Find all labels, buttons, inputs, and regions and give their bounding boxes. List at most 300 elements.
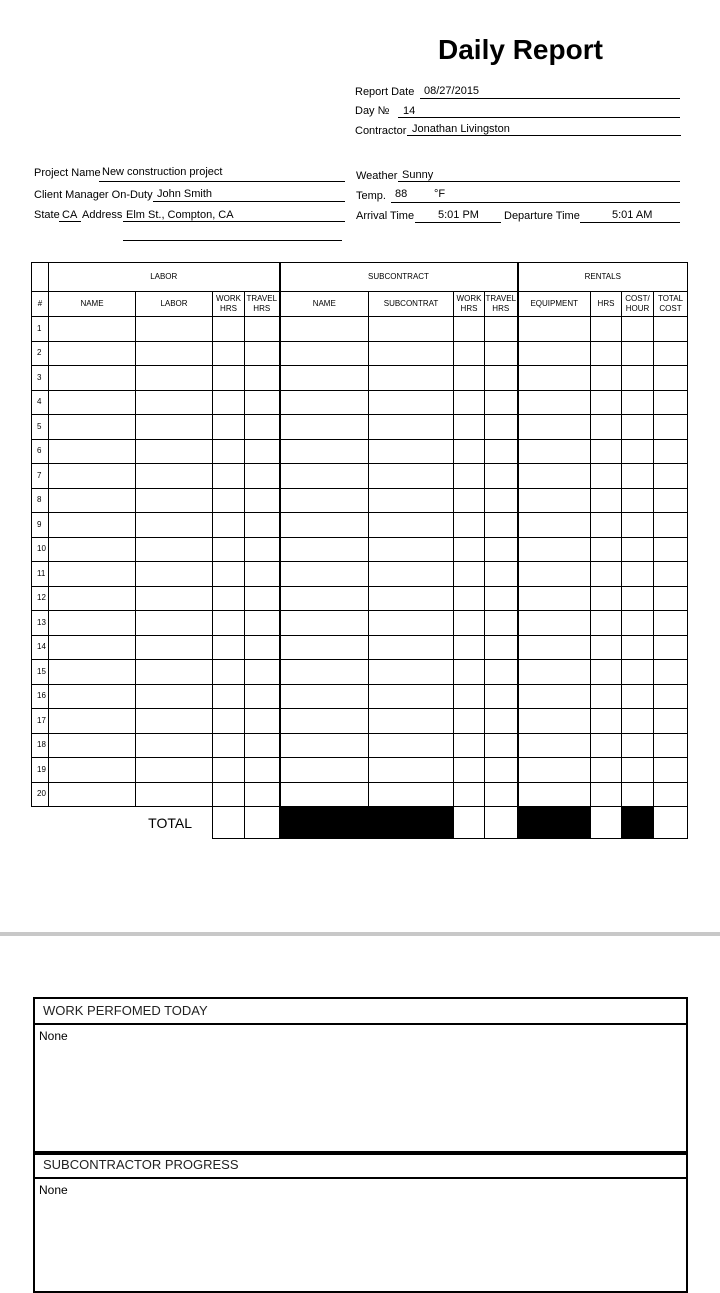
cell-hrs[interactable] [591, 684, 622, 709]
cell-sub-travel-hrs[interactable] [485, 464, 518, 489]
cell-equipment[interactable] [518, 611, 591, 636]
cell-labor-travel-hrs[interactable] [245, 733, 280, 758]
cell-total-cost[interactable] [654, 366, 688, 391]
cell-labor-name[interactable] [49, 341, 136, 366]
table-row [32, 513, 688, 538]
cell-sub-work-hrs[interactable] [454, 488, 485, 513]
cell-labor-travel-hrs[interactable] [245, 586, 280, 611]
cell-hrs[interactable] [591, 709, 622, 734]
cell-cost-hour[interactable] [622, 488, 654, 513]
cell-total-cost[interactable] [654, 513, 688, 538]
cell-cost-hour[interactable] [622, 415, 654, 440]
cell-total-cost[interactable] [654, 488, 688, 513]
arrival-line [415, 222, 501, 223]
cell-cost-hour[interactable] [622, 611, 654, 636]
cell-sub-name[interactable] [280, 415, 369, 440]
cell-labor-travel-hrs[interactable] [245, 611, 280, 636]
cell-hrs[interactable] [591, 415, 622, 440]
cell-sub-travel-hrs[interactable] [485, 415, 518, 440]
row-number: 2 [32, 341, 49, 366]
day-field[interactable]: 14 [403, 105, 416, 117]
cell-labor-work-hrs[interactable] [213, 464, 245, 489]
cell-subcontrat[interactable] [369, 513, 454, 538]
table-row [32, 635, 688, 660]
cell-total-cost[interactable] [654, 611, 688, 636]
cell-subcontrat[interactable] [369, 758, 454, 783]
cell-labor-name[interactable] [49, 317, 136, 342]
cell-total-cost[interactable] [654, 317, 688, 342]
cell-labor-travel-hrs[interactable] [245, 488, 280, 513]
cell-labor-travel-hrs[interactable] [245, 439, 280, 464]
state-label: State [34, 209, 60, 221]
subcontractor-progress-text[interactable]: None [39, 1183, 68, 1197]
page-title: Daily Report [438, 34, 603, 65]
cell-total-cost[interactable] [654, 390, 688, 415]
cell-equipment[interactable] [518, 390, 591, 415]
cell-total-cost[interactable] [654, 439, 688, 464]
row-number: 18 [32, 733, 49, 758]
cell-cost-hour[interactable] [622, 586, 654, 611]
cell-labor-travel-hrs[interactable] [245, 782, 280, 807]
daily-report-table [31, 262, 688, 839]
cell-labor[interactable] [136, 537, 213, 562]
cell-sub-travel-hrs[interactable] [485, 513, 518, 538]
cell-sub-name[interactable] [280, 341, 369, 366]
address-line [123, 221, 345, 222]
cell-subcontrat[interactable] [369, 439, 454, 464]
cell-labor-name[interactable] [49, 586, 136, 611]
cell-sub-travel-hrs[interactable] [485, 611, 518, 636]
cell-labor-name[interactable] [49, 513, 136, 538]
cell-labor[interactable] [136, 415, 213, 440]
cell-labor[interactable] [136, 782, 213, 807]
cell-hrs[interactable] [591, 488, 622, 513]
cell-labor[interactable] [136, 660, 213, 685]
cell-sub-travel-hrs[interactable] [485, 684, 518, 709]
cell-labor-travel-hrs[interactable] [245, 464, 280, 489]
temp-field[interactable]: 88 [395, 188, 408, 200]
cell-cost-hour[interactable] [622, 537, 654, 562]
cell-hrs[interactable] [591, 439, 622, 464]
cell-hrs[interactable] [591, 635, 622, 660]
client-manager-line [153, 201, 345, 202]
cell-labor-work-hrs[interactable] [213, 488, 245, 513]
cell-labor-travel-hrs[interactable] [245, 709, 280, 734]
cell-sub-name[interactable] [280, 684, 369, 709]
cell-equipment[interactable] [518, 562, 591, 587]
table-row [32, 586, 688, 611]
contractor-line [407, 135, 681, 136]
cell-labor-name[interactable] [49, 733, 136, 758]
cell-cost-hour[interactable] [622, 513, 654, 538]
cell-equipment[interactable] [518, 758, 591, 783]
cell-hrs[interactable] [591, 758, 622, 783]
cell-subcontrat[interactable] [369, 733, 454, 758]
total-labor-travel[interactable] [245, 807, 280, 839]
table-row [32, 366, 688, 391]
cell-sub-work-hrs[interactable] [454, 366, 485, 391]
cell-equipment[interactable] [518, 537, 591, 562]
cell-subcontrat[interactable] [369, 415, 454, 440]
cell-labor-travel-hrs[interactable] [245, 513, 280, 538]
cell-subcontrat[interactable] [369, 464, 454, 489]
cell-cost-hour[interactable] [622, 733, 654, 758]
cell-labor-name[interactable] [49, 782, 136, 807]
cell-equipment[interactable] [518, 439, 591, 464]
cell-labor[interactable] [136, 733, 213, 758]
departure-line [580, 222, 680, 223]
cell-sub-work-hrs[interactable] [454, 611, 485, 636]
cell-labor[interactable] [136, 317, 213, 342]
cell-labor-work-hrs[interactable] [213, 562, 245, 587]
total-sub-blackout [280, 807, 454, 839]
cell-labor-travel-hrs[interactable] [245, 537, 280, 562]
col-sub-travel-hrs: TRAVEL HRS [485, 292, 518, 317]
cell-subcontrat[interactable] [369, 341, 454, 366]
cell-hrs[interactable] [591, 586, 622, 611]
cell-labor-work-hrs[interactable] [213, 782, 245, 807]
cell-hrs[interactable] [591, 341, 622, 366]
total-sub-travel[interactable] [485, 807, 518, 839]
row-number: 19 [32, 758, 49, 783]
cell-sub-name[interactable] [280, 439, 369, 464]
cell-labor-work-hrs[interactable] [213, 684, 245, 709]
cell-total-cost[interactable] [654, 758, 688, 783]
cell-labor[interactable] [136, 439, 213, 464]
cell-labor-name[interactable] [49, 439, 136, 464]
cell-sub-travel-hrs[interactable] [485, 709, 518, 734]
cell-labor-name[interactable] [49, 464, 136, 489]
cell-total-cost[interactable] [654, 660, 688, 685]
cell-total-cost[interactable] [654, 341, 688, 366]
cell-labor[interactable] [136, 684, 213, 709]
cell-subcontrat[interactable] [369, 635, 454, 660]
cell-hrs[interactable] [591, 733, 622, 758]
cell-sub-travel-hrs[interactable] [485, 635, 518, 660]
cell-hrs[interactable] [591, 464, 622, 489]
cell-subcontrat[interactable] [369, 586, 454, 611]
cell-sub-travel-hrs[interactable] [485, 488, 518, 513]
cell-sub-name[interactable] [280, 513, 369, 538]
cell-sub-travel-hrs[interactable] [485, 439, 518, 464]
table-row [32, 390, 688, 415]
cell-labor-name[interactable] [49, 709, 136, 734]
cell-sub-work-hrs[interactable] [454, 782, 485, 807]
cell-equipment[interactable] [518, 586, 591, 611]
cell-sub-work-hrs[interactable] [454, 537, 485, 562]
cell-sub-work-hrs[interactable] [454, 513, 485, 538]
cell-labor[interactable] [136, 366, 213, 391]
address-field[interactable]: Elm St., Compton, CA [126, 209, 234, 221]
cell-labor-name[interactable] [49, 537, 136, 562]
cell-labor[interactable] [136, 586, 213, 611]
cell-labor[interactable] [136, 464, 213, 489]
state-field[interactable]: CA [62, 209, 78, 221]
cell-sub-work-hrs[interactable] [454, 733, 485, 758]
cell-labor[interactable] [136, 513, 213, 538]
cell-equipment[interactable] [518, 341, 591, 366]
cell-labor-name[interactable] [49, 390, 136, 415]
cell-sub-name[interactable] [280, 733, 369, 758]
cell-labor-work-hrs[interactable] [213, 733, 245, 758]
cell-sub-work-hrs[interactable] [454, 758, 485, 783]
cell-hrs[interactable] [591, 390, 622, 415]
col-equipment: EQUIPMENT [518, 292, 591, 317]
client-manager-label: Client Manager On-Duty [34, 189, 153, 201]
cell-equipment[interactable] [518, 317, 591, 342]
cell-cost-hour[interactable] [622, 317, 654, 342]
cell-cost-hour[interactable] [622, 366, 654, 391]
cell-labor-work-hrs[interactable] [213, 390, 245, 415]
cell-sub-work-hrs[interactable] [454, 562, 485, 587]
cell-labor-name[interactable] [49, 562, 136, 587]
row-number: 10 [32, 537, 49, 562]
cell-cost-hour[interactable] [622, 341, 654, 366]
cell-labor-name[interactable] [49, 758, 136, 783]
cell-labor[interactable] [136, 611, 213, 636]
cell-sub-travel-hrs[interactable] [485, 758, 518, 783]
cell-sub-name[interactable] [280, 317, 369, 342]
table-row [32, 488, 688, 513]
cell-subcontrat[interactable] [369, 537, 454, 562]
cell-labor-travel-hrs[interactable] [245, 684, 280, 709]
cell-labor-work-hrs[interactable] [213, 415, 245, 440]
cell-sub-name[interactable] [280, 635, 369, 660]
cell-labor-name[interactable] [49, 488, 136, 513]
cell-sub-name[interactable] [280, 390, 369, 415]
cell-labor-travel-hrs[interactable] [245, 317, 280, 342]
cell-total-cost[interactable] [654, 464, 688, 489]
cell-labor-travel-hrs[interactable] [245, 758, 280, 783]
cell-sub-travel-hrs[interactable] [485, 733, 518, 758]
weather-field[interactable]: Sunny [402, 169, 434, 181]
col-labor-name: NAME [49, 292, 136, 317]
cell-cost-hour[interactable] [622, 660, 654, 685]
cell-labor-work-hrs[interactable] [213, 635, 245, 660]
cell-sub-work-hrs[interactable] [454, 439, 485, 464]
cell-total-cost[interactable] [654, 709, 688, 734]
cell-cost-hour[interactable] [622, 709, 654, 734]
cell-labor[interactable] [136, 390, 213, 415]
cell-sub-name[interactable] [280, 562, 369, 587]
cell-cost-hour[interactable] [622, 684, 654, 709]
cell-equipment[interactable] [518, 684, 591, 709]
cell-labor-travel-hrs[interactable] [245, 660, 280, 685]
cell-sub-work-hrs[interactable] [454, 586, 485, 611]
cell-sub-travel-hrs[interactable] [485, 390, 518, 415]
row-number: 6 [32, 439, 49, 464]
temp-line [391, 202, 680, 203]
cell-equipment[interactable] [518, 415, 591, 440]
cell-sub-work-hrs[interactable] [454, 390, 485, 415]
cell-cost-hour[interactable] [622, 439, 654, 464]
cell-sub-travel-hrs[interactable] [485, 366, 518, 391]
table-row [32, 758, 688, 783]
cell-cost-hour[interactable] [622, 782, 654, 807]
cell-total-cost[interactable] [654, 586, 688, 611]
cell-sub-work-hrs[interactable] [454, 464, 485, 489]
cell-labor-work-hrs[interactable] [213, 537, 245, 562]
cell-equipment[interactable] [518, 660, 591, 685]
arrival-field[interactable]: 5:01 PM [438, 209, 479, 221]
cell-labor-name[interactable] [49, 415, 136, 440]
cell-equipment[interactable] [518, 635, 591, 660]
cell-sub-work-hrs[interactable] [454, 317, 485, 342]
cell-sub-name[interactable] [280, 586, 369, 611]
cell-subcontrat[interactable] [369, 611, 454, 636]
cell-cost-hour[interactable] [622, 390, 654, 415]
cell-hrs[interactable] [591, 660, 622, 685]
cell-sub-name[interactable] [280, 464, 369, 489]
cell-subcontrat[interactable] [369, 709, 454, 734]
client-manager-field[interactable]: John Smith [157, 188, 213, 200]
project-name-field[interactable]: New construction project [102, 166, 223, 178]
cell-hrs[interactable] [591, 513, 622, 538]
cell-labor[interactable] [136, 758, 213, 783]
cell-hrs[interactable] [591, 537, 622, 562]
cell-sub-name[interactable] [280, 611, 369, 636]
report-date-field[interactable]: 08/27/2015 [424, 85, 480, 97]
cell-subcontrat[interactable] [369, 782, 454, 807]
cell-labor[interactable] [136, 488, 213, 513]
table-row [32, 341, 688, 366]
cell-hrs[interactable] [591, 317, 622, 342]
cell-sub-name[interactable] [280, 758, 369, 783]
cell-labor[interactable] [136, 341, 213, 366]
cell-labor-travel-hrs[interactable] [245, 390, 280, 415]
cell-subcontrat[interactable] [369, 562, 454, 587]
cell-total-cost[interactable] [654, 635, 688, 660]
row-number: 1 [32, 317, 49, 342]
address-line-2[interactable] [123, 240, 342, 241]
cell-sub-travel-hrs[interactable] [485, 341, 518, 366]
cell-subcontrat[interactable] [369, 684, 454, 709]
cell-sub-name[interactable] [280, 782, 369, 807]
day-label: Day № [355, 105, 390, 117]
cell-cost-hour[interactable] [622, 758, 654, 783]
col-cost-hour: COST/ HOUR [622, 292, 654, 317]
cell-subcontrat[interactable] [369, 366, 454, 391]
cell-sub-travel-hrs[interactable] [485, 782, 518, 807]
cell-labor-work-hrs[interactable] [213, 611, 245, 636]
cell-sub-travel-hrs[interactable] [485, 317, 518, 342]
cell-sub-name[interactable] [280, 366, 369, 391]
cell-sub-travel-hrs[interactable] [485, 537, 518, 562]
total-sub-work[interactable] [454, 807, 485, 839]
total-cost[interactable] [654, 807, 688, 839]
cell-equipment[interactable] [518, 366, 591, 391]
cell-sub-travel-hrs[interactable] [485, 660, 518, 685]
cell-subcontrat[interactable] [369, 317, 454, 342]
cell-total-cost[interactable] [654, 684, 688, 709]
cell-labor-work-hrs[interactable] [213, 317, 245, 342]
cell-sub-work-hrs[interactable] [454, 635, 485, 660]
total-equipment-blackout [518, 807, 591, 839]
table-row [32, 464, 688, 489]
cell-subcontrat[interactable] [369, 488, 454, 513]
cell-labor-work-hrs[interactable] [213, 709, 245, 734]
cell-labor-name[interactable] [49, 611, 136, 636]
cell-labor-work-hrs[interactable] [213, 660, 245, 685]
cell-labor-work-hrs[interactable] [213, 439, 245, 464]
work-performed-text[interactable]: None [39, 1029, 68, 1043]
cell-labor-work-hrs[interactable] [213, 758, 245, 783]
cell-equipment[interactable] [518, 709, 591, 734]
row-number: 9 [32, 513, 49, 538]
cell-sub-name[interactable] [280, 488, 369, 513]
cell-total-cost[interactable] [654, 537, 688, 562]
cell-sub-work-hrs[interactable] [454, 341, 485, 366]
cell-total-cost[interactable] [654, 782, 688, 807]
cell-labor[interactable] [136, 635, 213, 660]
cell-sub-travel-hrs[interactable] [485, 586, 518, 611]
cell-hrs[interactable] [591, 562, 622, 587]
cell-labor-travel-hrs[interactable] [245, 366, 280, 391]
departure-field[interactable]: 5:01 AM [612, 209, 653, 221]
cell-subcontrat[interactable] [369, 660, 454, 685]
cell-hrs[interactable] [591, 782, 622, 807]
cell-equipment[interactable] [518, 733, 591, 758]
cell-sub-work-hrs[interactable] [454, 709, 485, 734]
group-num-blank [32, 263, 49, 292]
contractor-field[interactable]: Jonathan Livingston [412, 123, 510, 135]
cell-sub-name[interactable] [280, 537, 369, 562]
group-labor: LABOR [49, 263, 280, 292]
cell-total-cost[interactable] [654, 733, 688, 758]
cell-equipment[interactable] [518, 782, 591, 807]
cell-equipment[interactable] [518, 464, 591, 489]
row-number: 14 [32, 635, 49, 660]
cell-equipment[interactable] [518, 488, 591, 513]
cell-hrs[interactable] [591, 366, 622, 391]
cell-total-cost[interactable] [654, 415, 688, 440]
cell-labor-name[interactable] [49, 660, 136, 685]
subcontractor-progress-section [33, 1151, 688, 1293]
cell-labor-travel-hrs[interactable] [245, 562, 280, 587]
cell-sub-name[interactable] [280, 709, 369, 734]
cell-equipment[interactable] [518, 513, 591, 538]
cell-labor-travel-hrs[interactable] [245, 635, 280, 660]
cell-cost-hour[interactable] [622, 464, 654, 489]
cell-labor-name[interactable] [49, 366, 136, 391]
cell-labor-work-hrs[interactable] [213, 513, 245, 538]
total-hrs[interactable] [591, 807, 622, 839]
cell-sub-work-hrs[interactable] [454, 415, 485, 440]
row-number: 8 [32, 488, 49, 513]
cell-hrs[interactable] [591, 611, 622, 636]
cell-labor-travel-hrs[interactable] [245, 415, 280, 440]
table-row [32, 611, 688, 636]
cell-labor-name[interactable] [49, 635, 136, 660]
cell-cost-hour[interactable] [622, 635, 654, 660]
cell-sub-name[interactable] [280, 660, 369, 685]
cell-labor-work-hrs[interactable] [213, 586, 245, 611]
cell-total-cost[interactable] [654, 562, 688, 587]
total-labor-work[interactable] [213, 807, 245, 839]
cell-sub-work-hrs[interactable] [454, 660, 485, 685]
cell-labor-work-hrs[interactable] [213, 341, 245, 366]
cell-sub-travel-hrs[interactable] [485, 562, 518, 587]
cell-labor-work-hrs[interactable] [213, 366, 245, 391]
cell-sub-work-hrs[interactable] [454, 684, 485, 709]
cell-labor[interactable] [136, 709, 213, 734]
cell-labor[interactable] [136, 562, 213, 587]
cell-labor-travel-hrs[interactable] [245, 341, 280, 366]
cell-subcontrat[interactable] [369, 390, 454, 415]
cell-cost-hour[interactable] [622, 562, 654, 587]
cell-labor-name[interactable] [49, 684, 136, 709]
project-name-label: Project Name [34, 167, 101, 179]
